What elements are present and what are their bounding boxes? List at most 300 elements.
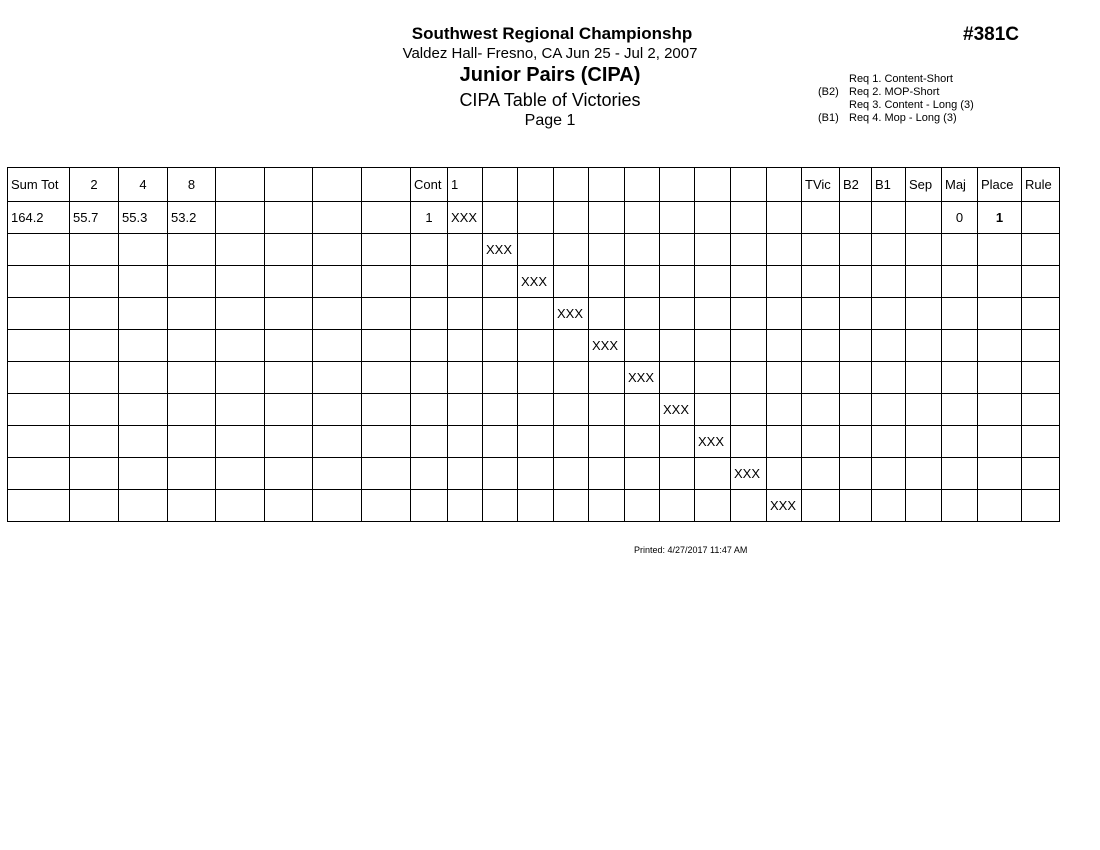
cell-opp-2 — [483, 394, 518, 426]
cell-blank-7 — [313, 362, 362, 394]
cell-tvic — [802, 266, 840, 298]
cell-cont — [411, 426, 448, 458]
cell-opp-8 — [695, 362, 731, 394]
cell-blank-8 — [362, 266, 411, 298]
cell-round-2 — [70, 298, 119, 330]
cell-opp-4 — [554, 426, 589, 458]
cell-sum-tot — [8, 362, 70, 394]
cell-opp-10 — [767, 234, 802, 266]
cell-b1 — [872, 490, 906, 522]
cell-rule — [1022, 298, 1060, 330]
cell-opp-2 — [483, 266, 518, 298]
cell-opp-1 — [448, 330, 483, 362]
cell-opp-7 — [660, 202, 695, 234]
cell-round-4 — [119, 362, 168, 394]
cell-b2 — [840, 266, 872, 298]
cell-blank-7 — [313, 234, 362, 266]
report-title: Southwest Regional Championshp — [411, 24, 693, 43]
event-code: #381C — [963, 24, 1019, 45]
cell-tvic — [802, 394, 840, 426]
cell-round-8 — [168, 426, 216, 458]
cell-opp-9 — [731, 426, 767, 458]
cell-place — [978, 426, 1022, 458]
cell-opp-3 — [518, 458, 554, 490]
header-cell-round-4: 4 — [119, 168, 168, 202]
cell-place — [978, 490, 1022, 522]
table-name: CIPA Table of Victories — [459, 90, 641, 110]
header-cell-place: Place — [978, 168, 1022, 202]
cell-opp-7: XXX — [660, 394, 695, 426]
cell-opp-7 — [660, 266, 695, 298]
cell-rule — [1022, 490, 1060, 522]
cell-cont: 1 — [411, 202, 448, 234]
cell-tvic — [802, 202, 840, 234]
header-cell-opp-6 — [625, 168, 660, 202]
cell-b1 — [872, 458, 906, 490]
header-cell-tvic: TVic — [802, 168, 840, 202]
cell-rule — [1022, 266, 1060, 298]
cell-round-8 — [168, 330, 216, 362]
cell-rule — [1022, 426, 1060, 458]
cell-opp-5 — [589, 426, 625, 458]
cell-round-2: 55.7 — [70, 202, 119, 234]
cell-round-2 — [70, 490, 119, 522]
cell-place — [978, 330, 1022, 362]
cell-opp-10 — [767, 266, 802, 298]
cell-b2 — [840, 202, 872, 234]
cell-opp-1 — [448, 490, 483, 522]
cell-sep — [906, 266, 942, 298]
cell-opp-6 — [625, 266, 660, 298]
cell-b2 — [840, 362, 872, 394]
cell-opp-1 — [448, 362, 483, 394]
cell-opp-9 — [731, 234, 767, 266]
cell-opp-3 — [518, 202, 554, 234]
cell-sep — [906, 426, 942, 458]
cell-round-8: 53.2 — [168, 202, 216, 234]
header-cell-cont: Cont — [411, 168, 448, 202]
cell-round-4 — [119, 298, 168, 330]
cell-rule — [1022, 394, 1060, 426]
cell-blank-8 — [362, 362, 411, 394]
table-row — [8, 394, 1060, 426]
cell-opp-6 — [625, 330, 660, 362]
cell-blank-8 — [362, 234, 411, 266]
cell-tvic — [802, 298, 840, 330]
cell-b2 — [840, 394, 872, 426]
cell-b2 — [840, 234, 872, 266]
cell-opp-10 — [767, 362, 802, 394]
header-cell-opp-2 — [483, 168, 518, 202]
victories-table — [7, 167, 1060, 522]
cell-opp-6 — [625, 234, 660, 266]
cell-opp-8 — [695, 298, 731, 330]
header-cell-blank-5 — [216, 168, 265, 202]
cell-round-4: 55.3 — [119, 202, 168, 234]
requirement-tag: (B1) — [818, 112, 839, 124]
header-cell-sep: Sep — [906, 168, 942, 202]
cell-opp-4 — [554, 266, 589, 298]
cell-opp-9 — [731, 330, 767, 362]
cell-round-8 — [168, 266, 216, 298]
cell-opp-4: XXX — [554, 298, 589, 330]
cell-opp-4 — [554, 394, 589, 426]
cell-opp-2 — [483, 490, 518, 522]
cell-sep — [906, 458, 942, 490]
cell-blank-8 — [362, 330, 411, 362]
cell-blank-6 — [265, 234, 313, 266]
requirement-text: Req 4. Mop - Long (3) — [849, 112, 957, 124]
cell-round-2 — [70, 330, 119, 362]
cell-opp-1 — [448, 266, 483, 298]
cell-blank-5 — [216, 202, 265, 234]
cell-blank-7 — [313, 490, 362, 522]
cell-blank-8 — [362, 458, 411, 490]
cell-blank-7 — [313, 458, 362, 490]
cell-opp-9: XXX — [731, 458, 767, 490]
cell-round-2 — [70, 426, 119, 458]
cell-sum-tot — [8, 298, 70, 330]
header-cell-b1: B1 — [872, 168, 906, 202]
cell-opp-8: XXX — [695, 426, 731, 458]
venue-dates: Valdez Hall- Fresno, CA Jun 25 - Jul 2, 2007 — [402, 45, 698, 62]
cell-sum-tot — [8, 426, 70, 458]
cell-opp-2 — [483, 298, 518, 330]
header-cell-rule: Rule — [1022, 168, 1060, 202]
cell-opp-3 — [518, 426, 554, 458]
cell-blank-6 — [265, 362, 313, 394]
cell-blank-7 — [313, 298, 362, 330]
cell-blank-7 — [313, 426, 362, 458]
cell-b1 — [872, 394, 906, 426]
cell-opp-8 — [695, 490, 731, 522]
cell-maj — [942, 330, 978, 362]
cell-round-2 — [70, 458, 119, 490]
cell-opp-8 — [695, 394, 731, 426]
table-row — [8, 330, 1060, 362]
cell-opp-3 — [518, 394, 554, 426]
cell-maj — [942, 362, 978, 394]
cell-tvic — [802, 426, 840, 458]
cell-maj: 0 — [942, 202, 978, 234]
cell-opp-9 — [731, 362, 767, 394]
header-cell-blank-8 — [362, 168, 411, 202]
cell-opp-4 — [554, 362, 589, 394]
cell-blank-5 — [216, 394, 265, 426]
cell-b1 — [872, 362, 906, 394]
cell-b1 — [872, 330, 906, 362]
cell-opp-7 — [660, 490, 695, 522]
cell-opp-3 — [518, 298, 554, 330]
cell-cont — [411, 458, 448, 490]
requirement-text: Req 1. Content-Short — [849, 73, 953, 85]
cell-tvic — [802, 362, 840, 394]
cell-sum-tot — [8, 394, 70, 426]
cell-opp-10 — [767, 330, 802, 362]
cell-blank-6 — [265, 490, 313, 522]
cell-opp-5 — [589, 298, 625, 330]
cell-opp-4 — [554, 458, 589, 490]
cell-opp-7 — [660, 426, 695, 458]
header-cell-round-8: 8 — [168, 168, 216, 202]
cell-opp-6 — [625, 490, 660, 522]
cell-round-4 — [119, 234, 168, 266]
cell-place — [978, 298, 1022, 330]
cell-b1 — [872, 426, 906, 458]
table-row — [8, 362, 1060, 394]
cell-tvic — [802, 330, 840, 362]
cell-blank-7 — [313, 330, 362, 362]
table-row — [8, 298, 1060, 330]
cell-blank-5 — [216, 362, 265, 394]
cell-opp-1 — [448, 394, 483, 426]
cell-round-2 — [70, 394, 119, 426]
cell-place — [978, 234, 1022, 266]
cell-b1 — [872, 298, 906, 330]
cell-opp-10 — [767, 458, 802, 490]
cell-opp-2 — [483, 426, 518, 458]
cell-round-8 — [168, 458, 216, 490]
cell-maj — [942, 234, 978, 266]
cell-place: 1 — [978, 202, 1022, 234]
cell-opp-1 — [448, 426, 483, 458]
cell-blank-7 — [313, 202, 362, 234]
cell-opp-6: XXX — [625, 362, 660, 394]
cell-blank-6 — [265, 394, 313, 426]
cell-round-2 — [70, 266, 119, 298]
cell-opp-8 — [695, 202, 731, 234]
cell-opp-1 — [448, 458, 483, 490]
cell-place — [978, 458, 1022, 490]
requirement-text: Req 3. Content - Long (3) — [849, 99, 974, 111]
cell-sep — [906, 490, 942, 522]
cell-opp-8 — [695, 266, 731, 298]
cell-sep — [906, 298, 942, 330]
cell-opp-10: XXX — [767, 490, 802, 522]
cell-sep — [906, 234, 942, 266]
requirement-text: Req 2. MOP-Short — [849, 86, 940, 98]
cell-opp-4 — [554, 330, 589, 362]
cell-opp-5: XXX — [589, 330, 625, 362]
table-row — [8, 458, 1060, 490]
cell-round-8 — [168, 490, 216, 522]
cell-opp-10 — [767, 394, 802, 426]
cell-rule — [1022, 362, 1060, 394]
header-cell-maj: Maj — [942, 168, 978, 202]
cell-opp-8 — [695, 234, 731, 266]
cell-rule — [1022, 202, 1060, 234]
cell-opp-10 — [767, 202, 802, 234]
cell-b1 — [872, 202, 906, 234]
cell-cont — [411, 362, 448, 394]
cell-opp-3 — [518, 234, 554, 266]
cell-b2 — [840, 330, 872, 362]
cell-cont — [411, 266, 448, 298]
header-cell-b2: B2 — [840, 168, 872, 202]
cell-round-4 — [119, 490, 168, 522]
cell-cont — [411, 394, 448, 426]
cell-cont — [411, 234, 448, 266]
cell-opp-7 — [660, 234, 695, 266]
cell-b2 — [840, 458, 872, 490]
page-number: Page 1 — [524, 112, 576, 129]
cell-cont — [411, 298, 448, 330]
table-row — [8, 426, 1060, 458]
cell-sep — [906, 394, 942, 426]
header-cell-blank-6 — [265, 168, 313, 202]
cell-opp-8 — [695, 458, 731, 490]
cell-maj — [942, 458, 978, 490]
cell-blank-5 — [216, 298, 265, 330]
cell-maj — [942, 298, 978, 330]
cell-sep — [906, 202, 942, 234]
event-name: Junior Pairs (CIPA) — [459, 64, 641, 86]
cell-blank-6 — [265, 426, 313, 458]
header-cell-opp-7 — [660, 168, 695, 202]
cell-round-8 — [168, 298, 216, 330]
header-cell-opp-4 — [554, 168, 589, 202]
cell-sum-tot — [8, 490, 70, 522]
cell-blank-8 — [362, 394, 411, 426]
header-cell-opp-9 — [731, 168, 767, 202]
cell-b1 — [872, 234, 906, 266]
cell-b2 — [840, 490, 872, 522]
cell-opp-6 — [625, 426, 660, 458]
cell-blank-7 — [313, 394, 362, 426]
cell-round-4 — [119, 458, 168, 490]
cell-round-4 — [119, 330, 168, 362]
cell-opp-2: XXX — [483, 234, 518, 266]
cell-maj — [942, 426, 978, 458]
cell-opp-2 — [483, 202, 518, 234]
printed-timestamp: Printed: 4/27/2017 11:47 AM — [634, 545, 748, 555]
cell-round-4 — [119, 426, 168, 458]
cell-blank-8 — [362, 298, 411, 330]
cell-cont — [411, 490, 448, 522]
cell-opp-10 — [767, 298, 802, 330]
cell-blank-6 — [265, 266, 313, 298]
cell-opp-6 — [625, 202, 660, 234]
cell-round-8 — [168, 362, 216, 394]
table-row — [8, 266, 1060, 298]
cell-blank-5 — [216, 458, 265, 490]
cell-blank-8 — [362, 202, 411, 234]
cell-b1 — [872, 266, 906, 298]
cell-opp-3 — [518, 362, 554, 394]
cell-opp-1: XXX — [448, 202, 483, 234]
cell-blank-6 — [265, 458, 313, 490]
cell-opp-3: XXX — [518, 266, 554, 298]
cell-blank-5 — [216, 330, 265, 362]
cell-sep — [906, 362, 942, 394]
header-cell-opp-5 — [589, 168, 625, 202]
cell-round-8 — [168, 234, 216, 266]
cell-opp-1 — [448, 298, 483, 330]
cell-sep — [906, 330, 942, 362]
cell-opp-9 — [731, 266, 767, 298]
cell-place — [978, 394, 1022, 426]
cell-blank-7 — [313, 266, 362, 298]
cell-sum-tot — [8, 458, 70, 490]
header-cell-sum-tot: Sum Tot — [8, 168, 70, 202]
cell-round-4 — [119, 266, 168, 298]
cell-tvic — [802, 234, 840, 266]
cell-opp-7 — [660, 330, 695, 362]
cell-opp-5 — [589, 234, 625, 266]
cell-round-2 — [70, 234, 119, 266]
cell-opp-6 — [625, 298, 660, 330]
cell-sum-tot — [8, 330, 70, 362]
cell-opp-2 — [483, 330, 518, 362]
cell-round-2 — [70, 362, 119, 394]
header-cell-opp-1: 1 — [448, 168, 483, 202]
cell-opp-9 — [731, 490, 767, 522]
cell-opp-3 — [518, 330, 554, 362]
cell-round-4 — [119, 394, 168, 426]
cell-maj — [942, 490, 978, 522]
cell-blank-5 — [216, 426, 265, 458]
cell-place — [978, 266, 1022, 298]
cell-opp-10 — [767, 426, 802, 458]
cell-opp-6 — [625, 458, 660, 490]
cell-opp-9 — [731, 202, 767, 234]
cell-opp-1 — [448, 234, 483, 266]
cell-maj — [942, 266, 978, 298]
cell-opp-7 — [660, 458, 695, 490]
cell-opp-5 — [589, 490, 625, 522]
table-row — [8, 202, 1060, 234]
cell-tvic — [802, 490, 840, 522]
header-cell-round-2: 2 — [70, 168, 119, 202]
cell-cont — [411, 330, 448, 362]
cell-opp-9 — [731, 298, 767, 330]
cell-opp-2 — [483, 362, 518, 394]
cell-sum-tot — [8, 266, 70, 298]
cell-opp-6 — [625, 394, 660, 426]
cell-opp-7 — [660, 298, 695, 330]
cell-tvic — [802, 458, 840, 490]
cell-opp-4 — [554, 490, 589, 522]
cell-opp-7 — [660, 362, 695, 394]
cell-blank-6 — [265, 202, 313, 234]
cell-opp-5 — [589, 266, 625, 298]
requirement-tag: (B2) — [818, 86, 839, 98]
header-row — [8, 168, 1060, 202]
header-cell-opp-3 — [518, 168, 554, 202]
header-cell-opp-10 — [767, 168, 802, 202]
cell-opp-5 — [589, 458, 625, 490]
cell-blank-8 — [362, 490, 411, 522]
cell-b2 — [840, 298, 872, 330]
cell-opp-4 — [554, 234, 589, 266]
cell-opp-3 — [518, 490, 554, 522]
header-cell-blank-7 — [313, 168, 362, 202]
cell-blank-5 — [216, 234, 265, 266]
cell-place — [978, 362, 1022, 394]
cell-opp-9 — [731, 394, 767, 426]
cell-opp-2 — [483, 458, 518, 490]
cell-round-8 — [168, 394, 216, 426]
cell-rule — [1022, 458, 1060, 490]
cell-blank-5 — [216, 266, 265, 298]
cell-opp-5 — [589, 362, 625, 394]
header-cell-opp-8 — [695, 168, 731, 202]
cell-opp-5 — [589, 202, 625, 234]
table-row — [8, 490, 1060, 522]
cell-blank-8 — [362, 426, 411, 458]
cell-blank-6 — [265, 330, 313, 362]
table-row — [8, 234, 1060, 266]
